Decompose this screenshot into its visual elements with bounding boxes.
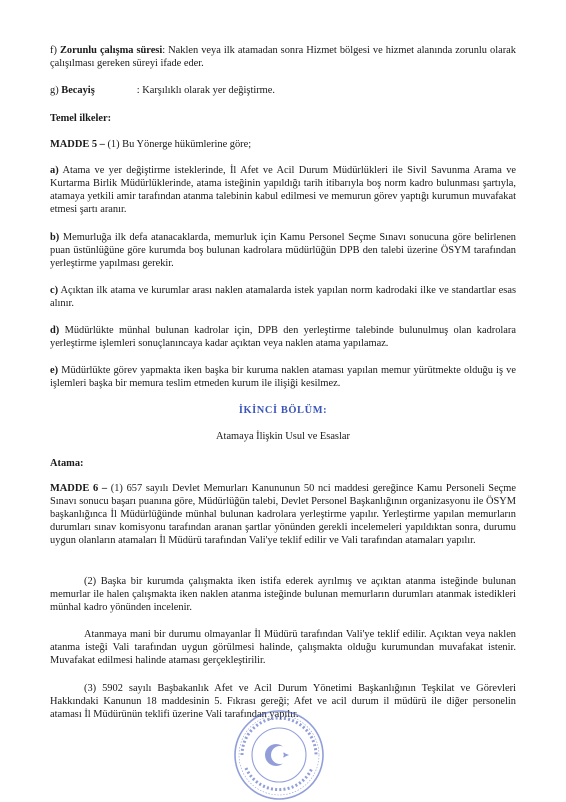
item-d-text: Müdürlükte münhal bulunan kadrolar için, DPB den yerleştirme talebinde bulunulmuş olan kadrolara yerleştirme işlemleri sonuçlanıncaya kadar açıktan veya naklen atama yapılamaz. [50,325,516,349]
item-c-label: c) [50,285,59,296]
official-seal-stamp [232,708,326,802]
section-subtitle: Atamaya İlişkin Usul ve Esaslar [216,431,350,442]
item-d-label: d) [50,325,60,336]
madde-6-paragraph [50,482,516,547]
madde-5-text: (1) Bu Yönerge hükümlerine göre; [104,139,252,150]
definition-g [50,84,516,97]
definition-f-label: f) [50,45,60,56]
item-b [50,231,516,270]
item-c-text: Açıktan ilk atama ve kurumlar arası naklen atamalarda istek yapılan norm kadrodaki ilke ve standartlar esas alınır. [50,285,516,309]
item-b-label: b) [50,232,60,243]
paragraph-2: (2) Başka bir kurumda çalışmakta iken istifa ederek ayrılmış ve açıktan atanma isteğinde bulunan memurlar ile halen çalışmakta iken naklen atanma isteğinde bulunan memurların durumları atanmak istedikleri münhal kadro yönünden incelenir. [50,576,516,613]
item-b-text: Memurluğa ilk defa atanacaklarda, memurluk için Kamu Personel Seçme Sınavı sonucuna göre belirlenen puan üstünlüğüne göre kurumda boş bulunan kadrolara müdürlüğün DPB den talebi üzerine ÖSYM tarafından yerleştirme yapılması gerekir. [50,232,516,269]
definition-g-term: Becayiş [61,85,95,96]
definition-f [50,44,516,70]
item-e [50,364,516,390]
paragraph-4: (3) 5902 sayılı Başbakanlık Afet ve Acil Durum Yönetimi Başkanlığının Teşkilat ve Görevleri Hakkındaki Kanunun 18 maddesinin 5. Fıkrası gereği; Afet ve acil durum il müdürü ile diğer personelin ataması İl Müdürünün teklifi üzerine Vali tarafından yapılır. [50,683,516,720]
item-a-text: Atama ve yer değiştirme isteklerinde, İl Afet ve Acil Durum Müdürlükleri ile Sivil Savunma Arama ve Kurtarma Birlik Müdürlüklerinde, atama isteğinin yapıldığı tarih itibarıyla boş norm kadro bulunması şartıyla, atamaya yetkili amir tarafından atanma talebinin kabul edilmesi ve memurun görev yaptığı kurumun muvafakat etmesi şartı aranır. [50,165,516,215]
definition-g-text: : Karşılıklı olarak yer değiştirme. [136,85,275,96]
madde-5-label: MADDE 5 – [50,139,105,150]
paragraph-3: Atanmaya mani bir durumu olmayanlar İl Müdürü tarafından Vali'ye teklif edilir. Açıktan veya naklen atanma isteği Vali tarafından uygun görülmesi halinde, çalışmakta olduğu kurumundan muvafakat istenir. Muvafakat edilmesi halinde ataması gerçekleştirilir. [50,629,516,666]
atama-heading: Atama: [50,458,84,469]
madde-6-label: MADDE 6 – [50,483,108,494]
item-c [50,284,516,310]
item-e-label: e) [50,365,59,376]
item-a [50,164,516,216]
definition-g-label: g) [50,85,62,96]
temel-ilkeler-heading: Temel ilkeler: [50,113,112,124]
item-d [50,324,516,350]
definition-f-term: Zorunlu çalışma süresi [59,45,163,56]
section-title: İKİNCİ BÖLÜM: [238,405,328,416]
madde-5-intro [50,138,516,151]
item-e-text: Müdürlükte görev yapmakta iken başka bir kuruma naklen ataması yapılan memur yürütmekte olduğu iş ve işlemleri başka bir memura teslim etmeden kurum ile ilişiği kesilmez. [50,365,516,389]
madde-6-text: (1) 657 sayılı Devlet Memurları Kanununun 50 nci maddesi gereğince Kamu Personeli Seçme Sınavı sonucu başarı puanına göre, Müdürlüğün talebi, Devlet Personel Başkanlığının organizasyonu ile ÖSYM başkanlığınca İl Müdürlüğünde münhal bulunan kadrolara yerleştirme yapılır. Yerleştirme yapılan memurların durumları sınav komisyonu tarafından aranan şartlar yönünden gerekli incelemeleri yapıldıktan sonra, durumu uygun olanların atamaları İl Müdürü tarafından Vali'ye teklif edilir ve Vali tarafından atamaları yapılır. [50,483,516,546]
definition-f-text: : Naklen veya ilk atamadan sonra Hizmet bölgesi ve hizmet alanında zorunlu olarak çalışılması gereken süreyi ifade eder. [50,45,516,69]
item-a-label: a) [50,165,59,176]
